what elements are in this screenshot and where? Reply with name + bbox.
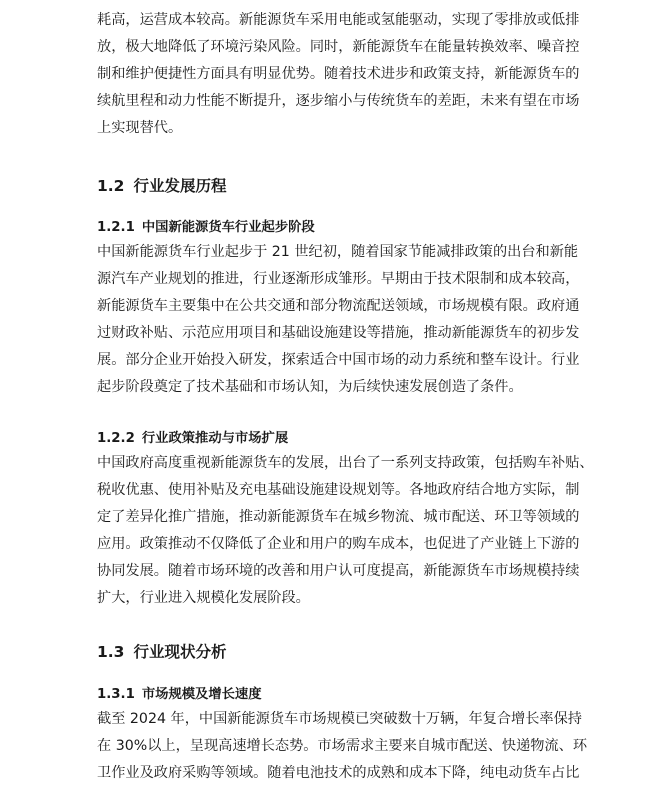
text-line: 截至 2024 年，中国新能源货车市场规模已突破数十万辆，年复合增长率保持 bbox=[97, 711, 582, 727]
paragraph-1-3-1 bbox=[97, 706, 588, 787]
text-line: 税收优惠、使用补贴及充电基础设施建设规划等。各地政府结合地方实际，制 bbox=[97, 482, 580, 498]
subsection-title: 行业政策推动与市场扩展 bbox=[141, 431, 289, 446]
text-line: 展。部分企业开始投入研发，探索适合中国市场的动力系统和整车设计。行业 bbox=[97, 352, 580, 368]
text-line: 耗高，运营成本较高。新能源货车采用电能或氢能驱动，实现了零排放或低排 bbox=[97, 12, 580, 28]
subsection-number: 1.2.2 bbox=[97, 431, 135, 446]
text-line: 上实现替代。 bbox=[97, 120, 183, 136]
subsection-number: 1.2.1 bbox=[97, 220, 135, 235]
section-number: 1.3 bbox=[97, 643, 125, 661]
text-line: 起步阶段奠定了技术基础和市场认知，为后续快速发展创造了条件。 bbox=[97, 379, 523, 395]
text-line: 中国新能源货车行业起步于 21 世纪初，随着国家节能减排政策的出台和新能 bbox=[97, 244, 579, 260]
text-line: 续航里程和动力性能不断提升，逐步缩小与传统货车的差距，未来有望在市场 bbox=[97, 93, 580, 109]
text-line: 扩大，行业进入规模化发展阶段。 bbox=[97, 590, 310, 606]
text-line: 新能源货车主要集中在公共交通和部分物流配送领域，市场规模有限。政府通 bbox=[97, 298, 580, 314]
paragraph-1-2-2 bbox=[97, 450, 594, 612]
text-line: 源汽车产业规划的推进，行业逐渐形成雏形。早期由于技术限制和成本较高， bbox=[97, 271, 580, 287]
section-number: 1.2 bbox=[97, 177, 125, 195]
text-line: 协同发展。随着市场环境的改善和用户认可度提高，新能源货车市场规模持续 bbox=[97, 563, 580, 579]
intro-paragraph bbox=[97, 7, 580, 142]
subsection-number: 1.3.1 bbox=[97, 687, 135, 702]
text-line: 在 30%以上，呈现高速增长态势。市场需求主要来自城市配送、快递物流、环 bbox=[97, 738, 588, 754]
text-line: 制和维护便捷性方面具有明显优势。随着技术进步和政策支持，新能源货车的 bbox=[97, 66, 580, 82]
text-line: 卫作业及政府采购等领域。随着电池技术的成熟和成本下降，纯电动货车占比 bbox=[97, 765, 580, 781]
subsection-heading-1-3-1 bbox=[97, 683, 262, 702]
text-line: 过财政补贴、示范应用项目和基础设施建设等措施，推动新能源货车的初步发 bbox=[97, 325, 580, 341]
subsection-title: 市场规模及增长速度 bbox=[141, 687, 262, 702]
section-title: 行业发展历程 bbox=[133, 177, 227, 195]
subsection-heading-1-2-2 bbox=[97, 427, 288, 446]
text-line: 定了差异化推广措施，推动新能源货车在城乡物流、城市配送、环卫等领域的 bbox=[97, 509, 580, 525]
subsection-heading-1-2-1 bbox=[97, 216, 315, 235]
text-line: 放，极大地降低了环境污染风险。同时，新能源货车在能量转换效率、噪音控 bbox=[97, 39, 580, 55]
paragraph-1-2-1 bbox=[97, 239, 580, 401]
text-line: 应用。政策推动不仅降低了企业和用户的购车成本，也促进了产业链上下游的 bbox=[97, 536, 580, 552]
section-title: 行业现状分析 bbox=[133, 643, 227, 661]
section-heading-1-2 bbox=[97, 174, 226, 196]
section-heading-1-3 bbox=[97, 640, 226, 662]
subsection-title: 中国新能源货车行业起步阶段 bbox=[141, 220, 315, 235]
text-line: 中国政府高度重视新能源货车的发展，出台了一系列支持政策，包括购车补贴、 bbox=[97, 455, 594, 471]
